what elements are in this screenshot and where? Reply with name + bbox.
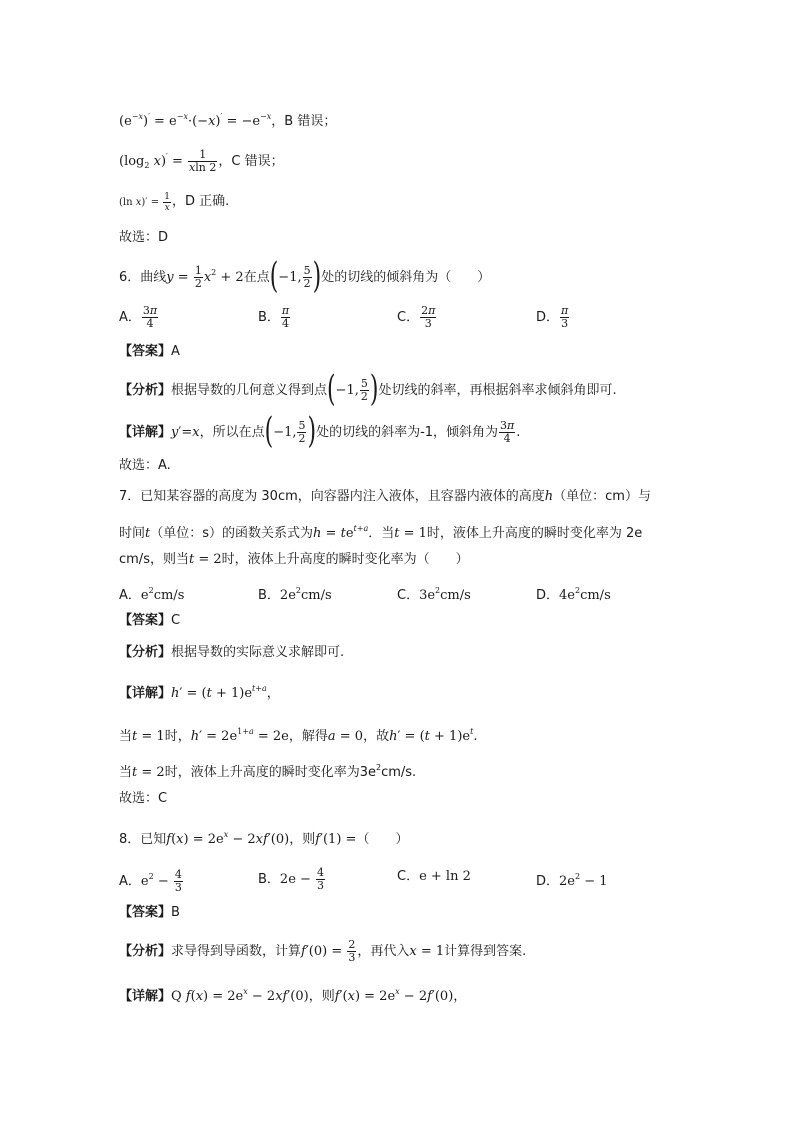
line3-tail-text: ，D 正确.	[172, 194, 230, 209]
q6-detail-angle: $\frac{3\pi}{4}$	[500, 419, 515, 445]
q6-detail-point: (−1, $\frac{5}{2}$ )	[264, 411, 317, 452]
q7-line1-b: （单位：cm）与	[553, 489, 651, 504]
q7-option-c: C．$3e^2cm/s$	[397, 586, 471, 603]
q8-option-a-label: A．	[119, 874, 141, 889]
q7-line2-c: ．当	[368, 526, 395, 541]
q6-option-b-label: B．	[258, 310, 280, 325]
q7-step1-a: 当	[119, 729, 133, 744]
q8-stem-c: （ ）	[356, 832, 409, 847]
q7-step2-t: t = 2	[132, 765, 165, 780]
q7-t-var: t	[145, 526, 151, 541]
q6-analysis-a: 根据导数的几何意义得到点	[171, 383, 328, 398]
q6-option-d: D． $\frac{\pi}{3}$	[536, 304, 569, 330]
q7-function-math: $h = te^{t+a}$	[313, 524, 369, 541]
q7-step1-e: .	[473, 729, 478, 744]
q7-line2-d: 时，液体上升高度的瞬时变化率为 2e	[426, 526, 643, 541]
q7-answer-tag: 【答案】	[119, 613, 172, 628]
math-exp-derivative: $(e^{-x})' = e^{-x}\cdot(-x)' = -e^{-x}$	[119, 112, 272, 129]
q7-line2-a: 时间	[119, 526, 146, 541]
q8-option-d: D．$2e^2 - 1$	[536, 872, 608, 889]
q7-line2-b: （单位：s）的函数关系式为	[150, 526, 314, 541]
q7-option-b-label: B．	[258, 588, 280, 603]
q8-stem-b: ，则	[289, 832, 316, 847]
q6-stem-b: 在点	[243, 270, 270, 285]
q7-step1-a-val: a = 0	[327, 729, 364, 744]
q8-answer-value: B	[171, 905, 180, 920]
q7-step1-c: ，解得	[288, 729, 328, 744]
q6-answer	[119, 342, 180, 362]
q7-h-var: h	[544, 489, 554, 504]
q8-analysis-c: 计算得到答案.	[444, 944, 527, 959]
q8-detail-derivative: $f'(x) = 2e^x - 2f'(0)$	[334, 987, 454, 1004]
q6-curve-math: y = $\frac{1}{2}$ $x^2 + 2$	[166, 264, 244, 290]
q6-option-c: C． $\frac{2\pi}{3}$	[397, 304, 436, 330]
q8-detail-given: Q $f(x) = 2e^x - 2xf'(0)$	[171, 987, 309, 1004]
q8-analysis-math: f′(0) = $\frac{2}{3}$	[301, 938, 356, 964]
q6-option-a: A． $\frac{3\pi}{4}$	[119, 304, 158, 330]
math-ln-derivative: (ln x)′ = $\frac{1}{x}$	[119, 192, 171, 213]
q8-analysis-tag: 【分析】	[119, 944, 172, 959]
q8-x1-math: x = 1	[409, 944, 445, 959]
q6-stem	[119, 256, 491, 297]
derivative-exp-line	[119, 107, 336, 132]
q8-option-b-label: B．	[258, 872, 280, 887]
q6-detail	[119, 411, 521, 452]
q7-analysis-tag: 【分析】	[119, 645, 172, 660]
math-log-derivative: ($\log_2$ x)′ = $\frac{1}{xln 2}$	[119, 148, 217, 174]
q7-option-d: D．$4e^2cm/s$	[536, 586, 611, 603]
q8-option-c-label: C．	[397, 869, 420, 884]
q6-stem-c: 处的切线的倾斜角为（ ）	[321, 270, 491, 285]
line2-tail-text: ，C 错误；	[218, 154, 284, 169]
q7-line3	[119, 550, 469, 570]
q6-option-d-label: D．	[536, 310, 560, 325]
q7-step1-result: $h' = (t + 1)e^t$	[389, 727, 474, 744]
q8-detail-tag: 【详解】	[119, 989, 172, 1004]
q7-answer-value: C	[171, 613, 181, 628]
q6-answer-value: A	[171, 344, 180, 359]
q7-t2-math: t = 2	[188, 552, 222, 567]
q7-option-c-label: C．	[397, 588, 420, 603]
q7-detail-tag: 【详解】	[119, 686, 172, 701]
q7-step2-c: .	[412, 765, 417, 780]
q7-detail	[119, 679, 280, 704]
q7-choose-text: 故选：C	[119, 791, 168, 806]
q7-t1-math: t = 1	[394, 526, 427, 541]
q7-step2	[119, 758, 416, 783]
q7-step1-eq: $h' = 2e^{1+a} = 2e$	[190, 727, 289, 744]
derivative-ln-line	[119, 192, 229, 213]
q7-answer	[119, 611, 180, 631]
line1-tail-text: ，B 错误；	[271, 114, 337, 129]
q6-answer-tag: 【答案】	[119, 344, 172, 359]
q7-detail-end: ，	[266, 686, 280, 701]
q7-option-b: B．$2e^2cm/s$	[258, 586, 332, 603]
q8-analysis-b: ，再代入	[357, 944, 410, 959]
q7-analysis-text: 根据导数的实际意义求解即可.	[171, 645, 345, 660]
q6-analysis-tag: 【分析】	[119, 383, 172, 398]
q7-step2-a: 当	[119, 765, 133, 780]
q7-option-c-unit: cm/s	[440, 588, 471, 603]
choose-d-text: 故选：D	[119, 230, 169, 245]
q7-option-a-label: A．	[119, 588, 141, 603]
derivative-log-line	[119, 147, 284, 176]
q7-option-d-unit: cm/s	[580, 588, 611, 603]
q6-analysis	[119, 369, 617, 410]
q7-step1-t: t = 1	[132, 729, 165, 744]
q6-analysis-b: 处切线的斜率，再根据斜率求倾斜角即可.	[378, 383, 617, 398]
q8-target-math: f′(1) =	[315, 832, 357, 847]
q7-line1	[119, 487, 651, 507]
q6-analysis-point: (−1, $\frac{5}{2}$ )	[327, 369, 379, 410]
q8-function-math: $f(x) = 2e^x - 2xf'(0)$	[166, 830, 290, 847]
q8-option-c: C．e + ln 2	[397, 869, 471, 884]
q7-analysis	[119, 643, 344, 663]
q7-line1-a: 7．已知某容器的高度为 30cm，向容器内注入液体，且容器内液体的高度	[119, 489, 545, 504]
q7-option-b-unit: cm/s	[300, 588, 332, 603]
q6-option-b: B． $\frac{\pi}{4}$	[258, 304, 290, 330]
q8-option-a: A．$e^2$ − $\frac{4}{3}$	[119, 868, 182, 894]
q6-option-c-label: C．	[397, 310, 420, 325]
q7-line3-a: cm/s，则当	[119, 552, 189, 567]
q8-answer-tag: 【答案】	[119, 905, 172, 920]
q8-analysis	[119, 939, 526, 964]
q7-step2-value: $3e^2cm/s$	[359, 763, 413, 780]
q6-detail-tag: 【详解】	[119, 425, 172, 440]
q8-option-d-label: D．	[536, 874, 560, 889]
q7-derivative-math: $h' = (t + 1)e^{t+a}$	[171, 684, 267, 701]
q6-point-math: (−1, $\frac{5}{2}$ )	[269, 256, 322, 297]
q7-line3-b: 时，液体上升高度的瞬时变化率为（ ）	[221, 552, 469, 567]
q7-option-d-label: D．	[536, 588, 560, 603]
q7-option-a: A．$e^2cm/s$	[119, 586, 185, 603]
q8-answer	[119, 903, 180, 923]
q8-option-b: B．2e − $\frac{4}{3}$	[258, 866, 325, 892]
q7-line2	[119, 519, 642, 544]
q6-detail-a: ，所以在点	[199, 425, 265, 440]
q8-detail-b: ，	[453, 989, 467, 1004]
q8-stem-a: 8．已知	[119, 832, 167, 847]
q6-detail-c: .	[516, 425, 521, 440]
q7-step2-b: 时，液体上升高度的瞬时变化率为	[164, 765, 360, 780]
q6-option-a-label: A．	[119, 310, 141, 325]
q6-choose-text: 故选：A.	[119, 458, 171, 473]
q7-step1-b: 时，	[164, 729, 191, 744]
q6-stem-a: 6．曲线	[119, 270, 167, 285]
q8-stem	[119, 825, 408, 850]
q6-derivative-math: y′=x	[171, 425, 200, 440]
q7-step1-d: ，故	[363, 729, 390, 744]
q8-detail-a: ，则	[308, 989, 335, 1004]
q7-option-a-unit: cm/s	[153, 588, 185, 603]
q8-analysis-a: 求导得到导函数，计算	[171, 944, 302, 959]
q6-detail-b: 处的切线的斜率为-1，倾斜角为	[316, 425, 499, 440]
q8-detail	[119, 982, 466, 1007]
q7-step1	[119, 722, 477, 747]
